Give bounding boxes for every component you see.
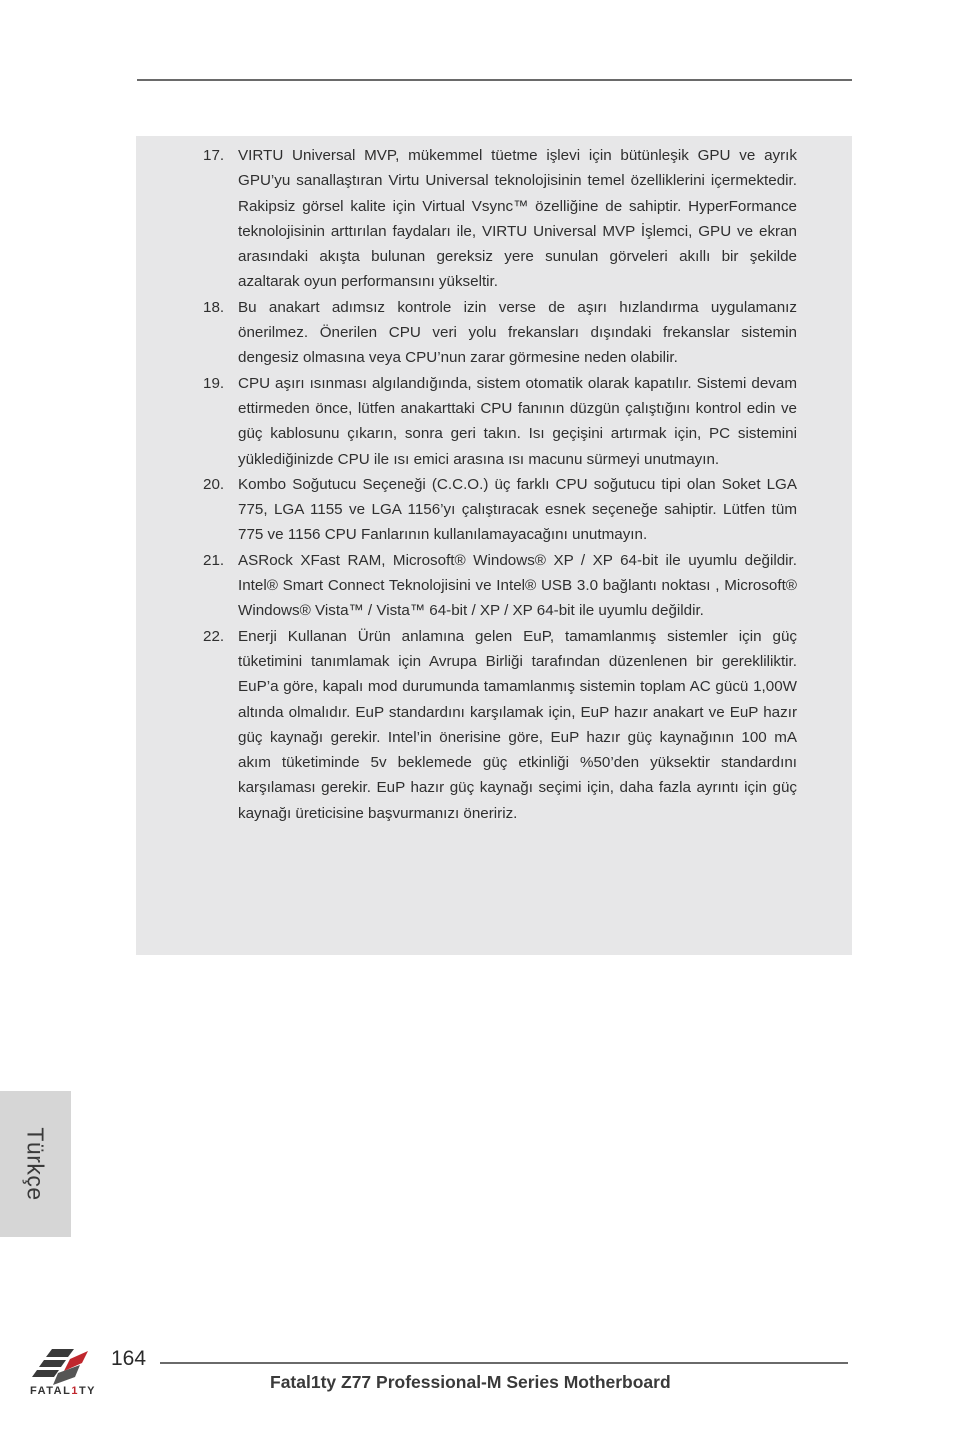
wordmark-prefix: FATAL (30, 1385, 72, 1397)
note-item-21 (203, 548, 797, 624)
note-text: VIRTU Universal MVP, mükemmel tüetme işlevi için bütünleşik GPU ve ayrık GPU’yu sanallaştıran Virtu Universal teknolojisinin temel özelliklerini içermektedir. Rakipsiz görsel kalite için Virtual Vsync™ özelliğine de sahiptir. HyperFormance teknolojisinin arttırılan faydaları ile, VIRTU Universal MVP İşlemci, GPU ve ekran arasındaki akışta bulunan gereksiz yere sunulan görveleri akıllı bir şekilde azaltarak oyun performansını yükseltir. (238, 147, 797, 291)
note-number: 22. (203, 627, 225, 645)
note-text: Enerji Kullanan Ürün anlamına gelen EuP, tamamlanmış sistemler için güç tüketimini tanımlamak için Avrupa Birliği tarafından düzenlenen bir gerekliliktir. EuP’a göre, kapalı mod durumunda tamamlanmış sistemin toplam AC gücü 1,00W altında olmalıdır. EuP standardını karşılamak için, EuP hazır anakart ve EuP hazır güç kaynağı gerekir. Intel’in önerisine göre, EuP hazır güç kaynağının 100 mA akım tüketiminde 5v beklemede güç etkinliği %50’den yüksektir standardını karşılaması gerekir. EuP hazır güç kaynağı seçimi için, daha fazla ayrıntı için güç kaynağı üreticisine başvurmanızı öneririz. (238, 627, 797, 822)
note-item-18 (203, 295, 797, 371)
header-rule (137, 79, 852, 81)
note-item-17 (203, 143, 797, 295)
notes-list (203, 143, 797, 826)
note-text: ASRock XFast RAM, Microsoft® Windows® XP / XP 64-bit ile uyumlu değildir. Intel® Smart Connect Teknolojisini ve Intel® USB 3.0 bağlantı noktası , Microsoft® Windows® Vista™ / Vista™ 64-bit / XP / XP 64-bit ile uyumlu değildir. (238, 551, 797, 620)
note-item-19 (203, 371, 797, 472)
fatal1ty-emblem-icon (28, 1347, 106, 1387)
language-label: Türkçe (22, 1127, 49, 1201)
note-number: 17. (203, 147, 225, 164)
wordmark-one: 1 (71, 1385, 79, 1397)
note-number: 20. (203, 475, 225, 493)
footer-rule (160, 1362, 848, 1364)
language-side-tab (0, 1091, 71, 1237)
page-number: 164 (111, 1347, 147, 1370)
note-number: 19. (203, 374, 225, 392)
fatal1ty-logo (28, 1347, 106, 1405)
note-item-22 (203, 624, 797, 826)
wordmark-suffix: TY (78, 1385, 96, 1397)
note-number: 18. (203, 298, 225, 316)
note-item-20 (203, 472, 797, 548)
note-text: Bu anakart adımsız kontrole izin verse de aşırı hızlandırma uygulamanız önerilmez. Önerilen CPU veri yolu frekansları dışındaki frekanslar sistemin dengesiz olmasına veya CPU’nun zarar görmesine neden olabilir. (238, 298, 797, 367)
note-number: 21. (203, 551, 225, 569)
footer-title: Fatal1ty Z77 Professional-M Series Motherboard (270, 1372, 671, 1392)
note-text: CPU aşırı ısınması algılandığında, sistem otomatik olarak kapatılır. Sistemi devam ettirmeden önce, lütfen anakarttaki CPU fanının düzgün çalıştığını kontrol edin ve güç kablosunu çıkarın, sonra geri takın. Isı geçişini artırmak için, PC sistemini yüklediğinizde CPU ile ısı emici arasına ısı macunu sürmeyi unutmayın. (238, 374, 797, 468)
fatal1ty-wordmark (30, 1385, 96, 1397)
note-text: Kombo Soğutucu Seçeneği (C.C.O.) üç farklı CPU soğutucu tipi olan Soket LGA 775, LGA 1155 ve LGA 1156’yı çalıştıracak esnek seçeneğe sahiptir. Lütfen tüm 775 ve 1156 CPU Fanlarının kullanılamayacağını unutmayın. (238, 475, 797, 544)
